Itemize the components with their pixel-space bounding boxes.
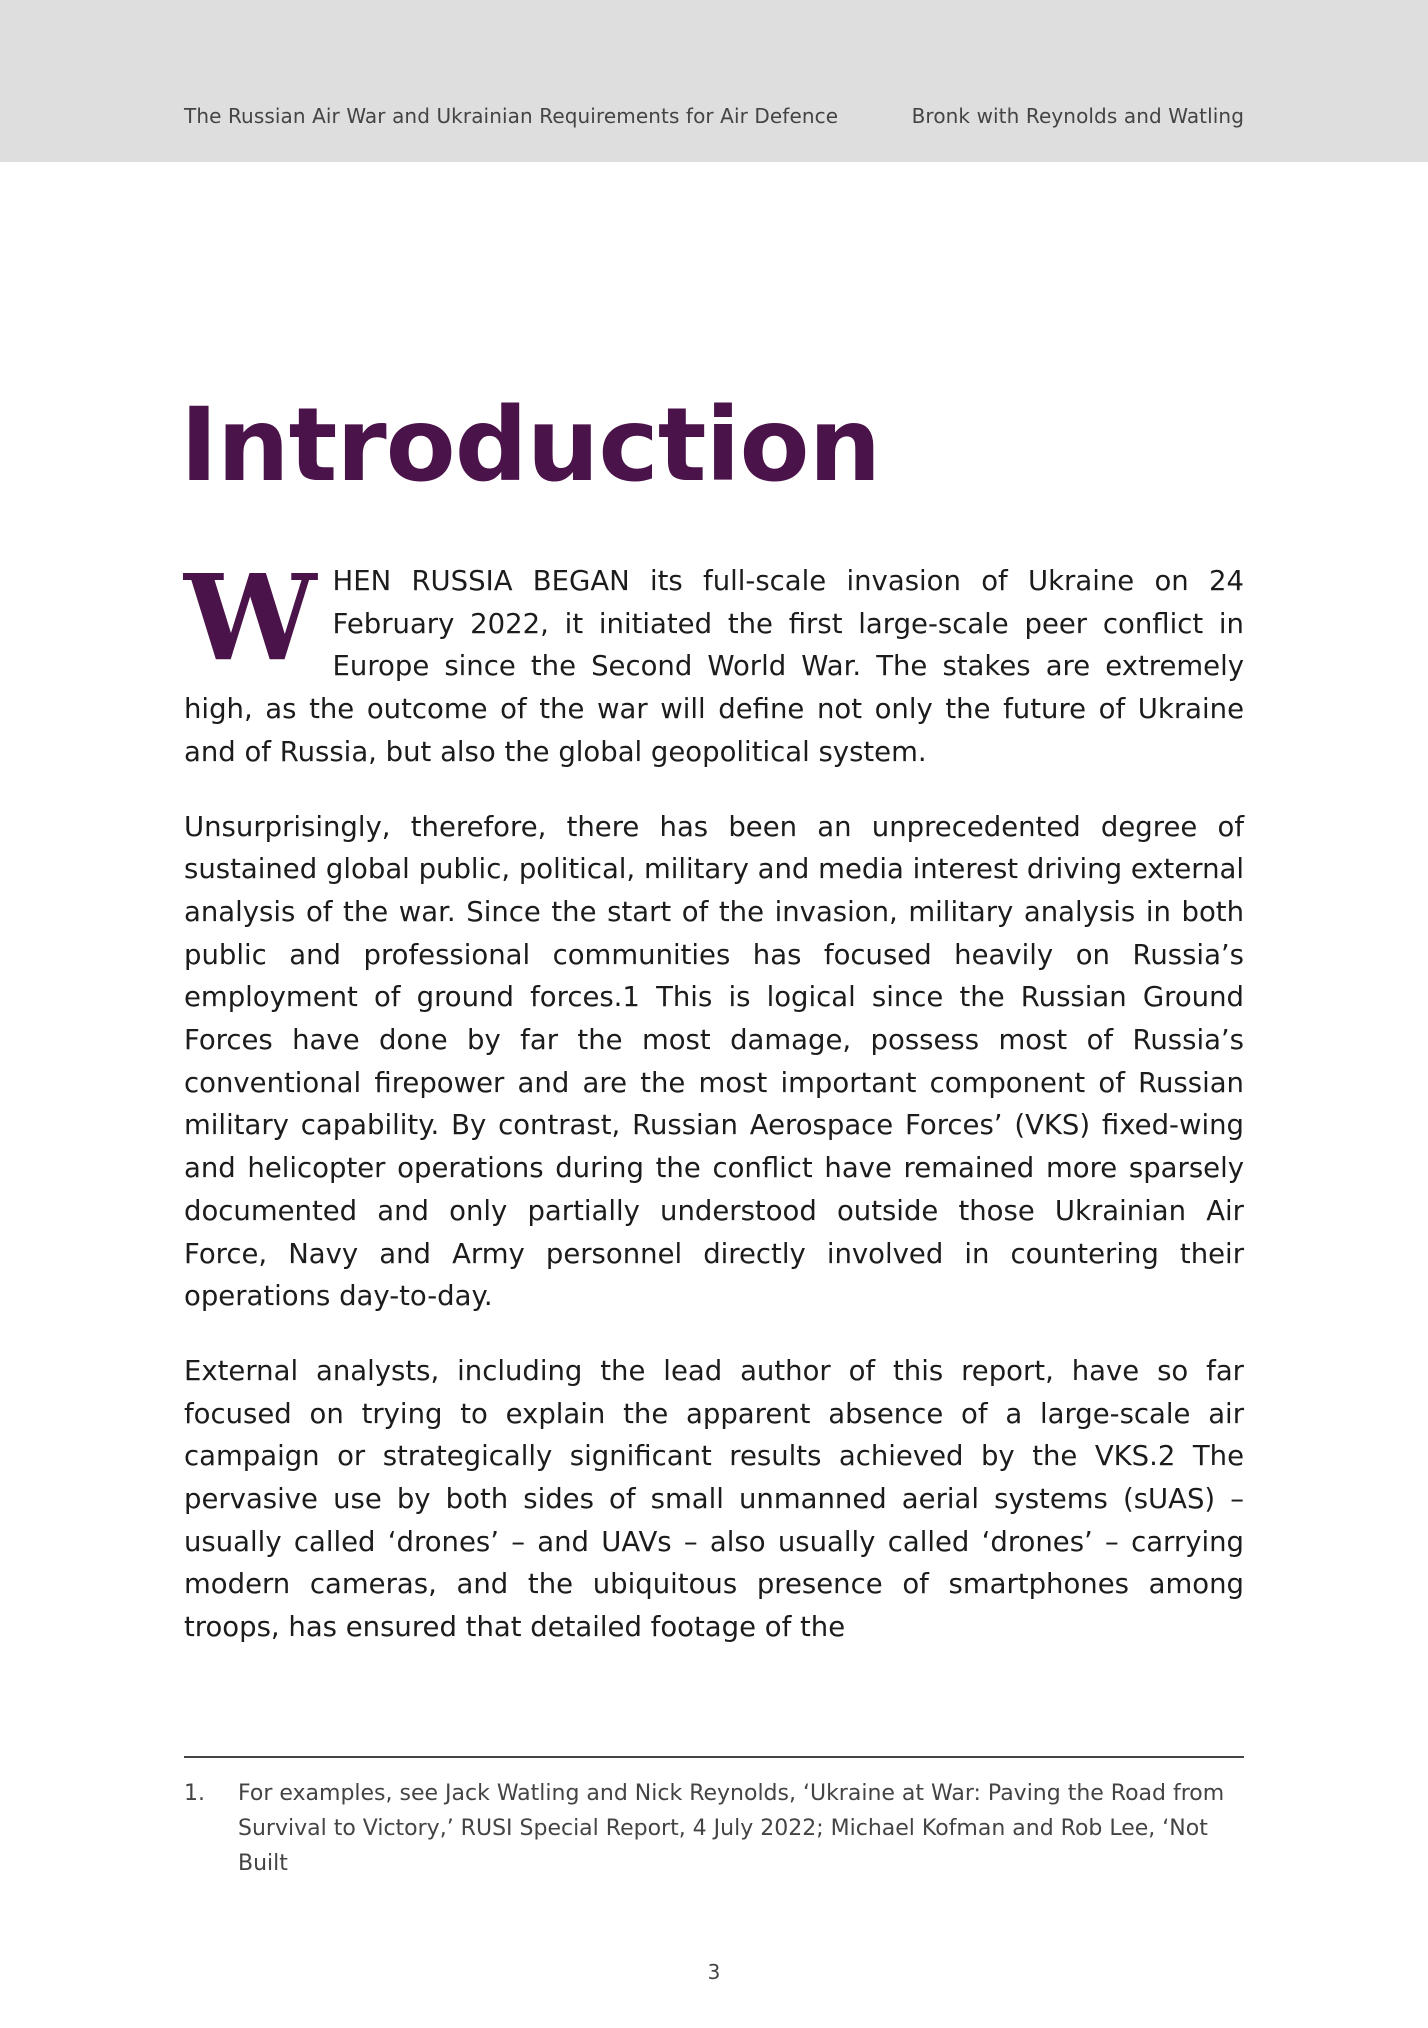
running-header-title: The Russian Air War and Ukrainian Requirements for Air Defence [184,104,839,128]
footnote-text: For examples, see Jack Watling and Nick Reynolds, ‘Ukraine at War: Paving the Road from Survival to Victory,’ RUSI Special Report, 4 July 2022; Michael Kofman and Rob Lee, ‘Not Built [238,1781,1225,1876]
footnote [184,1776,1244,1881]
body-text [184,548,1244,1681]
footnote-divider [184,1756,1244,1758]
footnote-number: 1. [184,1781,205,1806]
running-header-authors: Bronk with Reynolds and Watling [911,104,1244,128]
paragraph-1 [184,548,1244,774]
page-title: Introduction [180,386,881,505]
paragraph-2: Unsurprisingly, therefore, there has been an unprecedented degree of sustained global public, political, military and media interest driving external analysis of the war. Since the start of the invasion, military analysis in both public and professional communities has focused heavily on Russia’s employment of ground forces.1 This is logical since the Russian Ground Forces have done by far the most damage, possess most of Russia’s conventional firepower and are the most important component of Russian military capability. By contrast, Russian Aerospace Forces’ (VKS) fixed-wing and helicopter operations during the conflict have remained more sparsely documented and only partially understood outside those Ukrainian Air Force, Navy and Army personnel directly involved in countering their operations day-to-day. [184,810,1244,1313]
page-number: 3 [707,1960,721,1984]
running-header [0,0,1428,162]
drop-cap: W [184,548,317,687]
paragraph-1-text: HEN RUSSIA BEGAN its full-scale invasion of Ukraine on 24 February 2022, it initiated the first large-scale peer conflict in Europe since the Second World War. The stakes are extremely high, as the outcome of the war will define not only the future of Ukraine and of Russia, but also the global geopolitical system. [184,565,1244,768]
paragraph-3: External analysts, including the lead author of this report, have so far focused on trying to explain the apparent absence of a large-scale air campaign or strategically significant results achieved by the VKS.2 The pervasive use by both sides of small unmanned aerial systems (sUAS) – usually called ‘drones’ – and UAVs – also usually called ‘drones’ – carrying modern cameras, and the ubiquitous presence of smartphones among troops, has ensured that detailed footage of the [184,1354,1244,1644]
